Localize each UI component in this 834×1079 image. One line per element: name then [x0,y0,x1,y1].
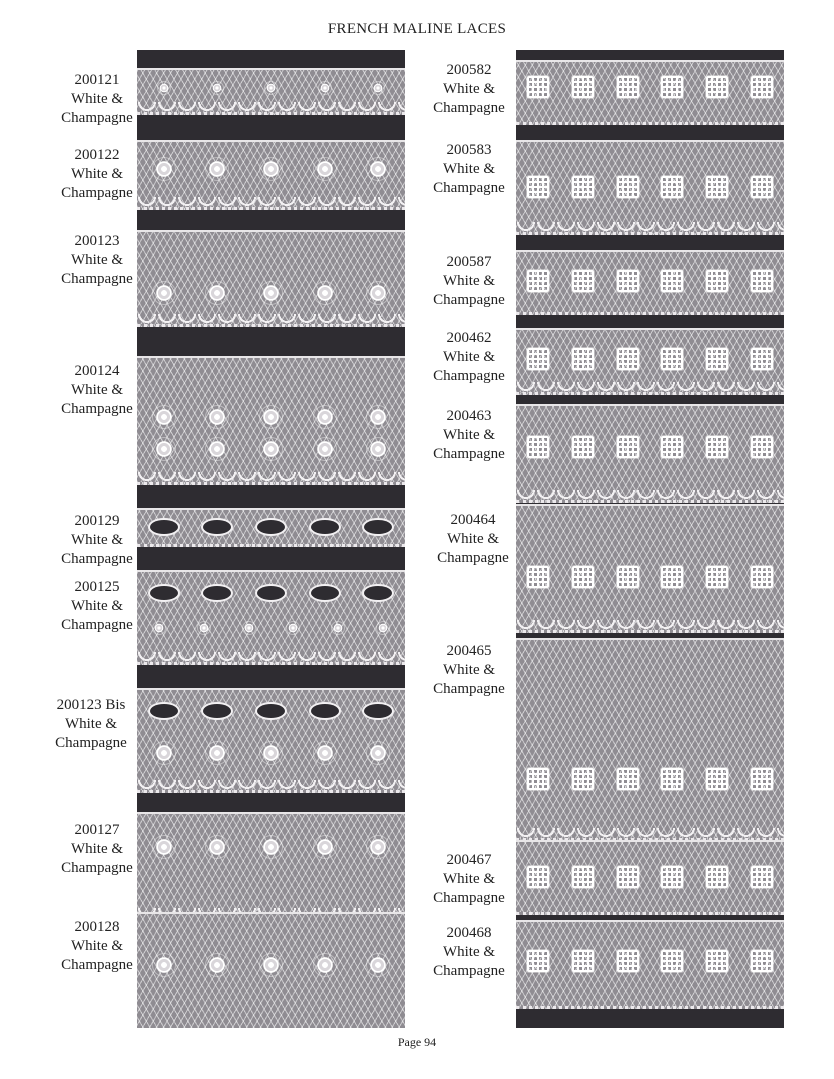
lace-color: White & [70,91,124,107]
lace-color: Champagne [61,957,133,973]
flower-motif-icon [206,438,228,460]
flower-motif-icon [153,622,165,634]
grid-motif-icon [751,76,773,98]
lace-label-200583 [409,141,529,198]
grid-motif-icon [527,270,549,292]
lace-code: 200464 [450,512,496,528]
flower-motif-icon [206,742,228,764]
grid-motif-icon [617,348,639,370]
flower-motif-icon [367,954,389,976]
grid-motif-icon [527,176,549,198]
eyelet-motif-icon [311,586,339,600]
lace-code: 200127 [74,822,120,838]
flower-motif-icon [314,158,336,180]
lace-color: Champagne [61,401,133,417]
grid-motif-icon [661,176,683,198]
lace-swatch-200121 [137,68,405,115]
lace-color: Champagne [433,681,505,697]
lace-code: 200583 [446,142,492,158]
lace-swatch-200467 [516,840,784,915]
lace-label-200465 [409,642,529,699]
lace-code: 200122 [74,147,120,163]
lace-code: 200124 [74,363,120,379]
flower-motif-icon [260,158,282,180]
flower-motif-icon [372,82,384,94]
lace-label-200468 [409,924,529,981]
grid-motif-icon [751,768,773,790]
flower-motif-icon [153,282,175,304]
lace-code: 200465 [446,643,492,659]
flower-motif-icon [314,282,336,304]
scallop-edge [137,314,405,324]
grid-motif-icon [661,76,683,98]
lace-color: White & [446,531,500,547]
lace-code: 200123 Bis [56,697,126,713]
grid-motif-icon [617,76,639,98]
flower-motif-icon [153,158,175,180]
grid-motif-icon [527,76,549,98]
lace-label-200467 [409,851,529,908]
eyelet-motif-icon [150,520,178,534]
grid-motif-icon [751,348,773,370]
flower-motif-icon [153,742,175,764]
grid-motif-icon [572,348,594,370]
flower-motif-icon [367,158,389,180]
lace-color: White & [442,81,496,97]
lace-code: 200125 [74,579,120,595]
flower-motif-icon [260,282,282,304]
lace-color: White & [442,871,496,887]
lace-color: White & [442,349,496,365]
eyelet-motif-icon [364,586,392,600]
lace-code: 200582 [446,62,492,78]
lace-label-200462 [409,329,529,386]
grid-motif-icon [527,566,549,588]
grid-motif-icon [527,348,549,370]
flower-motif-icon [206,406,228,428]
flower-motif-icon [314,954,336,976]
eyelet-motif-icon [364,704,392,718]
lace-color: White & [70,382,124,398]
lace-swatch-200127 [137,812,405,921]
grid-motif-icon [706,76,728,98]
scallop-edge [516,620,784,630]
lace-swatch-200464 [516,504,784,633]
scallop-edge [516,382,784,392]
flower-motif-icon [153,836,175,858]
eyelet-motif-icon [150,704,178,718]
grid-motif-icon [572,866,594,888]
lace-color: White & [70,598,124,614]
lace-color: Champagne [433,368,505,384]
flower-motif-icon [314,836,336,858]
grid-motif-icon [751,436,773,458]
lace-color: Champagne [61,110,133,126]
lace-color: White & [64,716,118,732]
scallop-edge [137,472,405,482]
flower-motif-icon [319,82,331,94]
lace-code: 200462 [446,330,492,346]
lace-color: White & [442,662,496,678]
flower-motif-icon [367,406,389,428]
scallop-edge [137,652,405,662]
lace-color: Champagne [433,292,505,308]
lace-swatch-200582 [516,60,784,125]
scallop-edge [516,222,784,232]
lace-color: Champagne [433,180,505,196]
grid-motif-icon [527,950,549,972]
scallop-edge [516,490,784,500]
grid-motif-icon [706,566,728,588]
grid-motif-icon [706,436,728,458]
eyelet-motif-icon [203,704,231,718]
grid-motif-icon [617,866,639,888]
lace-swatch-200129 [137,508,405,547]
grid-motif-icon [617,768,639,790]
lace-code: 200128 [74,919,120,935]
eyelet-motif-icon [257,586,285,600]
grid-motif-icon [751,866,773,888]
flower-motif-icon [287,622,299,634]
flower-motif-icon [206,954,228,976]
eyelet-motif-icon [203,520,231,534]
flower-motif-icon [332,622,344,634]
flower-motif-icon [153,438,175,460]
flower-motif-icon [377,622,389,634]
grid-motif-icon [751,270,773,292]
page-title: FRENCH MALINE LACES [327,21,507,37]
flower-motif-icon [206,282,228,304]
grid-motif-icon [661,436,683,458]
grid-motif-icon [706,768,728,790]
grid-motif-icon [527,436,549,458]
grid-motif-icon [617,436,639,458]
grid-motif-icon [661,866,683,888]
grid-motif-icon [706,950,728,972]
flower-motif-icon [153,954,175,976]
grid-motif-icon [751,566,773,588]
grid-motif-icon [661,950,683,972]
grid-motif-icon [527,866,549,888]
flower-motif-icon [367,836,389,858]
grid-motif-icon [706,348,728,370]
flower-motif-icon [314,438,336,460]
lace-label-200123-bis [31,696,151,753]
grid-motif-icon [617,566,639,588]
scallop-edge [137,102,405,112]
lace-code: 200121 [74,72,120,88]
grid-motif-icon [572,76,594,98]
lace-color: Champagne [433,963,505,979]
lace-swatch-200128 [137,912,405,1028]
grid-motif-icon [572,768,594,790]
lace-swatch-200468 [516,920,784,1009]
lace-color: Champagne [61,860,133,876]
lace-code: 200587 [446,254,492,270]
flower-motif-icon [367,282,389,304]
lace-color: Champagne [433,100,505,116]
lace-swatch-200123 [137,230,405,327]
lace-swatch-200465 [516,638,784,841]
eyelet-motif-icon [311,704,339,718]
lace-code: 200468 [446,925,492,941]
lace-swatch-200125 [137,570,405,665]
flower-motif-icon [260,836,282,858]
lace-color: White & [70,938,124,954]
grid-motif-icon [572,176,594,198]
grid-motif-icon [751,176,773,198]
flower-motif-icon [211,82,223,94]
flower-motif-icon [367,742,389,764]
grid-motif-icon [572,950,594,972]
lace-swatch-200123-bis [137,688,405,793]
lace-swatch-200122 [137,140,405,210]
grid-motif-icon [661,768,683,790]
grid-motif-icon [572,270,594,292]
grid-motif-icon [706,866,728,888]
flower-motif-icon [206,158,228,180]
lace-color: Champagne [61,271,133,287]
grid-motif-icon [661,270,683,292]
lace-color: Champagne [61,551,133,567]
grid-motif-icon [527,768,549,790]
scallop-edge [137,780,405,790]
lace-color: Champagne [433,446,505,462]
scallop-edge [516,828,784,838]
lace-swatch-200587 [516,250,784,315]
lace-label-200463 [409,407,529,464]
lace-color: White & [442,273,496,289]
flower-motif-icon [206,836,228,858]
flower-motif-icon [158,82,170,94]
lace-color: Champagne [433,890,505,906]
eyelet-motif-icon [203,586,231,600]
grid-motif-icon [617,950,639,972]
flower-motif-icon [265,82,277,94]
flower-motif-icon [198,622,210,634]
flower-motif-icon [260,954,282,976]
lace-photo-right [516,50,784,1028]
lace-label-200464 [413,511,533,568]
lace-color: White & [442,944,496,960]
lace-color: White & [70,166,124,182]
scallop-edge [137,197,405,207]
lace-swatch-200463 [516,404,784,503]
lace-photo-left [137,50,405,1028]
lace-color: White & [70,532,124,548]
eyelet-motif-icon [311,520,339,534]
lace-swatch-200124 [137,356,405,485]
lace-color: White & [442,161,496,177]
lace-label-200587 [409,253,529,310]
lace-color: Champagne [437,550,509,566]
flower-motif-icon [367,438,389,460]
eyelet-motif-icon [257,704,285,718]
grid-motif-icon [617,176,639,198]
grid-motif-icon [706,270,728,292]
lace-code: 200129 [74,513,120,529]
lace-color: Champagne [55,735,127,751]
lace-color: White & [70,252,124,268]
page-number: Page 94 [397,1035,437,1049]
lace-color: White & [70,841,124,857]
grid-motif-icon [661,348,683,370]
grid-motif-icon [572,566,594,588]
grid-motif-icon [751,950,773,972]
eyelet-motif-icon [257,520,285,534]
grid-motif-icon [661,566,683,588]
flower-motif-icon [243,622,255,634]
lace-color: Champagne [61,185,133,201]
flower-motif-icon [153,406,175,428]
lace-label-200582 [409,61,529,118]
flower-motif-icon [260,438,282,460]
lace-code: 200463 [446,408,492,424]
eyelet-motif-icon [364,520,392,534]
lace-swatch-200462 [516,328,784,395]
lace-code: 200467 [446,852,492,868]
flower-motif-icon [260,406,282,428]
flower-motif-icon [260,742,282,764]
grid-motif-icon [572,436,594,458]
flower-motif-icon [314,406,336,428]
eyelet-motif-icon [150,586,178,600]
grid-motif-icon [617,270,639,292]
lace-code: 200123 [74,233,120,249]
lace-color: White & [442,427,496,443]
lace-swatch-200583 [516,140,784,235]
flower-motif-icon [314,742,336,764]
lace-color: Champagne [61,617,133,633]
grid-motif-icon [706,176,728,198]
